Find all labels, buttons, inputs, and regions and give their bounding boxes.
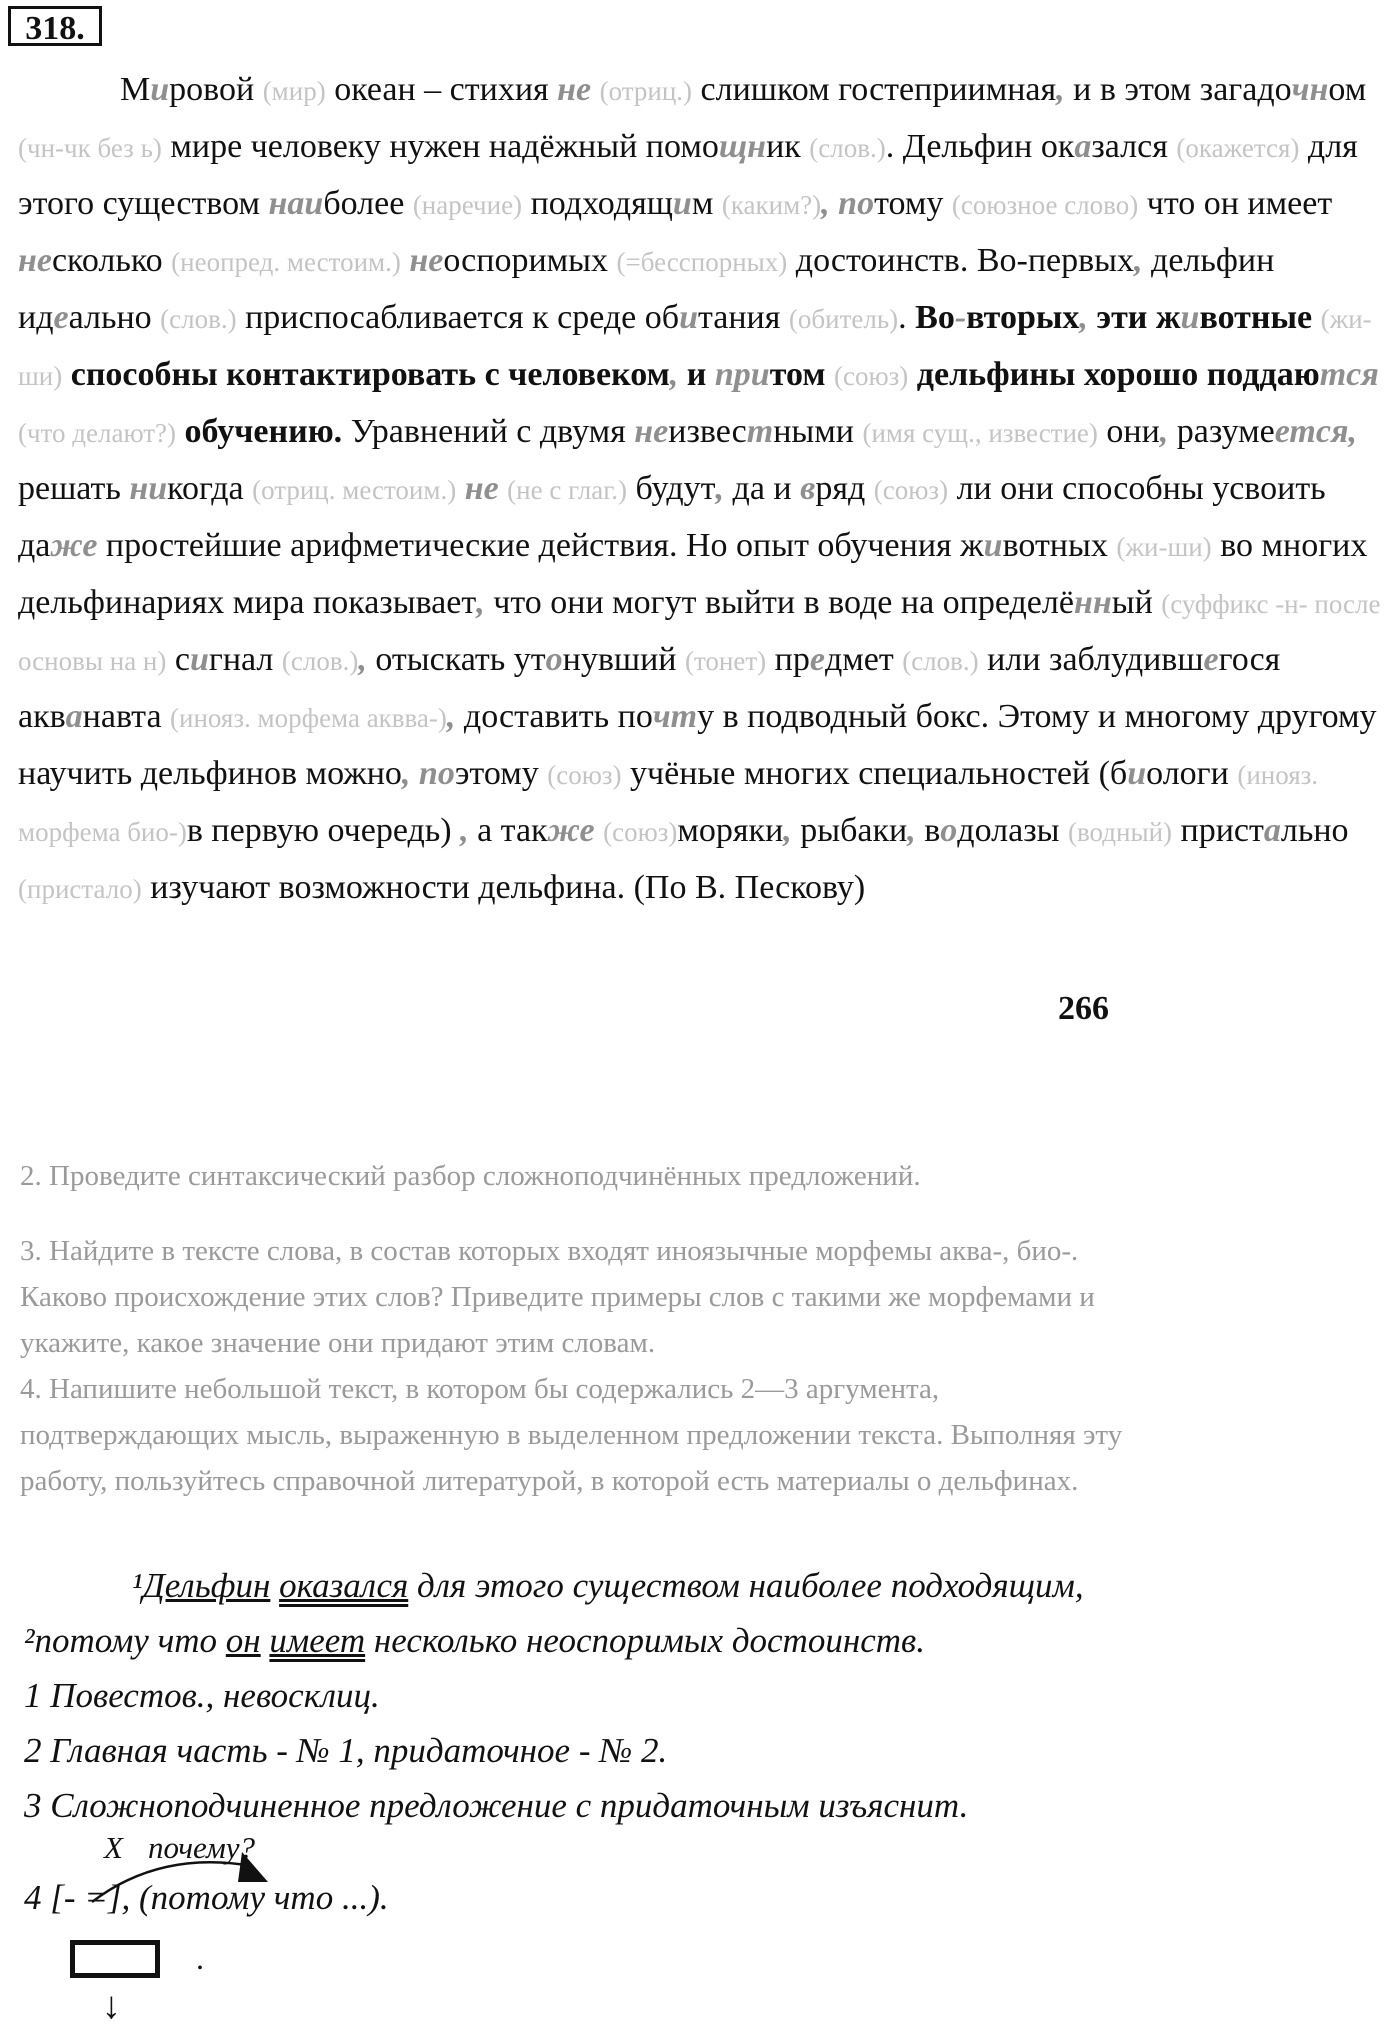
text-segment: да и — [724, 470, 801, 507]
spelling-annotation: (наречие) — [412, 190, 523, 220]
orthogram-highlight: нн — [1073, 584, 1112, 621]
task-4-line: 4. Напишите небольшой текст, в котором бы содержались 2—3 аргумента, — [20, 1373, 940, 1405]
sentence-2-start: потому что — [34, 1621, 226, 1660]
orthogram-highlight: , — [669, 356, 679, 393]
analysis-line-1: 1 Повестов., невосклиц. — [24, 1676, 380, 1715]
bold-text: дельфины хорошо поддаю — [908, 356, 1320, 393]
text-segment: они — [1097, 413, 1160, 450]
exercise-text — [18, 62, 1390, 917]
spelling-annotation: (слов.) — [902, 646, 979, 676]
spelling-annotation: (союз) — [547, 760, 622, 790]
orthogram-highlight: и — [679, 299, 698, 336]
bold-text: обучению. — [176, 413, 343, 450]
text-segment: оспоримых — [443, 242, 617, 279]
text-segment: ли они способны усвоить да — [18, 470, 1326, 564]
orthogram-highlight: , — [1056, 71, 1065, 108]
orthogram-highlight: ни — [129, 470, 168, 507]
text-segment: с — [166, 641, 190, 678]
task-2-text: 2. Проведите синтаксический разбор сложноподчинённых предложений. — [20, 1160, 921, 1192]
task-4-line: подтверждающих мысль, выраженную в выделенном предложении текста. Выполняя эту — [20, 1419, 1123, 1451]
text-segment: моряки — [677, 812, 784, 849]
spelling-annotation: (жи-ши) — [18, 304, 1372, 391]
text-segment: для этого существом — [18, 128, 1358, 222]
text-segment: ый — [1111, 584, 1162, 621]
task-4-line: работу, пользуйтесь справочной литературой, в которой есть материалы о дельфинах. — [20, 1465, 1079, 1497]
orthogram-highlight: не — [18, 242, 52, 279]
orthogram-highlight: чт — [652, 698, 698, 735]
sentence-1-rest: для этого существом наиболее подходящим, — [408, 1566, 1084, 1605]
orthogram-highlight: наи — [268, 185, 324, 222]
text-segment: или заблудивш — [978, 641, 1204, 678]
bold-text: вотные — [1199, 299, 1313, 336]
orthogram-highlight: при — [714, 356, 770, 393]
text-segment: гнал — [208, 641, 282, 678]
scheme-question: почему? — [148, 1830, 256, 1865]
spelling-annotation: (тонет) — [684, 646, 767, 676]
orthogram-highlight: щн — [718, 128, 767, 165]
orthogram-highlight: т — [746, 413, 774, 450]
task-2 — [20, 1153, 1390, 1199]
text-segment: ом — [1328, 71, 1367, 108]
orthogram-highlight: не — [409, 242, 444, 279]
subject-1: Дельфин — [142, 1566, 271, 1605]
text-segment: вотных — [1002, 527, 1117, 564]
task-3 — [20, 1228, 1390, 1504]
bold-text: эти ж — [1087, 299, 1181, 336]
text-segment: нувший — [562, 641, 685, 678]
text-segment: этому — [454, 755, 548, 792]
analysis-sentence-1 — [24, 1558, 1384, 1613]
orthogram-highlight: о — [940, 812, 958, 849]
syntax-analysis — [24, 1558, 1384, 1833]
spelling-annotation: (мир) — [262, 76, 326, 106]
text-segment: сколько — [51, 242, 172, 279]
text-segment: разуме — [1168, 413, 1275, 450]
text-segment: решать — [18, 470, 130, 507]
orthogram-highlight: а — [1263, 812, 1281, 849]
text-segment: ными — [773, 413, 863, 450]
analysis-sentence-2 — [24, 1613, 1384, 1668]
text-segment: и в этом загадо — [1064, 71, 1292, 108]
text-segment: подходящ — [522, 185, 673, 222]
scheme-dot: . — [196, 1940, 204, 1976]
task-3-line: Каково происхождение этих слов? Приведите примеры слов с такими же морфемами и — [20, 1281, 1095, 1313]
spelling-annotation: (слов.) — [809, 133, 886, 163]
text-segment: отыскать ут — [366, 641, 546, 678]
bold-text: и — [678, 356, 715, 393]
text-segment: М — [120, 71, 151, 108]
sentence-2-number: ² — [24, 1621, 35, 1660]
down-arrow-icon: ↓ — [102, 1985, 121, 2027]
text-segment — [456, 470, 465, 507]
text-segment: рыбаки — [791, 812, 908, 849]
orthogram-highlight: , — [358, 641, 367, 678]
analysis-line-3: 3 Сложноподчиненное предложение с придаточным изъяснит. — [24, 1786, 969, 1825]
orthogram-highlight: , — [446, 698, 456, 735]
task-3-line: 3. Найдите в тексте слова, в состав которых входят иноязычные морфемы аква-, био-. — [20, 1235, 1079, 1267]
sentence-scheme — [20, 1832, 520, 2032]
scheme-formula: 4 [- =], (потому что ...). — [24, 1878, 389, 1917]
text-segment: льно — [1280, 812, 1349, 849]
text-segment: пр — [766, 641, 810, 678]
text-segment: ик — [766, 128, 810, 165]
text-segment: м — [691, 185, 722, 222]
text-segment: а так — [468, 812, 548, 849]
text-segment: зался — [1091, 128, 1177, 165]
text-segment: приспосабливается к среде об — [236, 299, 680, 336]
text-segment: во многих дельфинариях мира показывает — [18, 527, 1368, 621]
text-segment: ровой — [169, 71, 263, 108]
text-segment: достоинств. Во-первых — [787, 242, 1135, 279]
text-segment: дельфин ид — [18, 242, 1275, 336]
spelling-annotation: (инояз. морфема аквва-) — [170, 703, 447, 733]
bold-text: том — [769, 356, 826, 393]
orthogram-highlight: е — [53, 299, 69, 336]
text-segment: простейшие арифметические действия. Но опыт обучения ж — [97, 527, 984, 564]
scheme-box — [70, 1940, 160, 1978]
spelling-annotation: (чн-чк без ь) — [18, 133, 162, 163]
exercise-number: 318. — [8, 6, 102, 46]
spelling-annotation: (каким?) — [721, 190, 822, 220]
orthogram-highlight: же — [547, 812, 595, 849]
orthogram-highlight: , — [401, 755, 411, 792]
orthogram-highlight: и — [1180, 299, 1200, 336]
text-segment — [410, 755, 419, 792]
spelling-annotation: (инояз. морфема био-) — [18, 760, 1319, 847]
text-segment: в — [915, 812, 941, 849]
orthogram-highlight: же — [50, 527, 98, 564]
spelling-annotation: (что делают?) — [18, 418, 177, 448]
orthogram-highlight: и — [672, 185, 692, 222]
orthogram-highlight: по — [838, 185, 875, 222]
text-segment — [595, 812, 604, 849]
text-segment — [591, 71, 600, 108]
spelling-annotation: (жи-ши) — [1116, 532, 1212, 562]
spelling-annotation: (союзное слово) — [951, 190, 1139, 220]
text-segment: гося акв — [18, 641, 1281, 735]
spelling-annotation: (отриц. местоим.) — [252, 475, 457, 505]
orthogram-highlight: по — [418, 755, 455, 792]
sentence-2-rest: несколько неоспоримых достоинств. — [365, 1621, 925, 1660]
task-3-line: укажите, какое значение они придают этим словам. — [20, 1327, 656, 1359]
text-segment: ряд — [815, 470, 874, 507]
text-segment: в первую очередь) — [186, 812, 461, 849]
orthogram-highlight: , — [907, 812, 916, 849]
text-segment: тания — [698, 299, 789, 336]
text-segment: тому — [874, 185, 952, 222]
text-segment: . Дельфин ок — [885, 128, 1075, 165]
predicate-1: оказался — [279, 1566, 409, 1605]
text-segment: дмет — [824, 641, 903, 678]
text-segment: ально — [68, 299, 161, 336]
orthogram-highlight: чн — [1291, 71, 1329, 108]
main-paragraph — [18, 62, 1390, 917]
spelling-annotation: (союз) — [873, 475, 949, 505]
orthogram-highlight: , — [821, 185, 839, 222]
orthogram-highlight: , — [460, 812, 469, 849]
page-number: 266 — [1058, 990, 1109, 1027]
spelling-annotation: (=бесспорных) — [616, 247, 788, 277]
orthogram-highlight: а — [1074, 128, 1092, 165]
text-segment: . — [898, 299, 916, 336]
spelling-annotation: (отриц.) — [599, 76, 693, 106]
orthogram-highlight: е — [809, 641, 825, 678]
orthogram-highlight: и — [150, 71, 170, 108]
spelling-annotation: (слов.) — [160, 304, 237, 334]
predicate-2: имеет — [269, 1621, 366, 1660]
text-segment: Уравнений с двумя — [342, 413, 635, 450]
text-segment: мире человеку нужен надёжный помо — [161, 128, 719, 165]
bold-text: вторых — [966, 299, 1080, 336]
orthogram-highlight: ется, — [1274, 413, 1357, 450]
orthogram-highlight: и — [189, 641, 209, 678]
orthogram-highlight: в — [800, 470, 816, 507]
text-segment: долазы — [957, 812, 1068, 849]
text-segment: извес — [668, 413, 747, 450]
spelling-annotation: (союз) — [833, 361, 909, 391]
text-segment: будут — [627, 470, 716, 507]
orthogram-highlight: , — [1159, 413, 1169, 450]
text-segment: когда — [167, 470, 253, 507]
subject-2: он — [225, 1621, 261, 1660]
text-segment — [1312, 299, 1321, 336]
orthogram-highlight: не — [634, 413, 669, 450]
scheme-x-label: X — [104, 1830, 123, 1865]
spelling-annotation: (суффикс -н- после основы на н) — [18, 589, 1381, 676]
orthogram-highlight: е — [1203, 641, 1219, 678]
orthogram-highlight: тся — [1319, 356, 1379, 393]
text-segment — [499, 470, 508, 507]
spelling-annotation: (имя сущ., известие) — [862, 418, 1098, 448]
spelling-annotation: (пристало) — [18, 874, 142, 904]
text-segment: доставить по — [455, 698, 653, 735]
bold-text: способны контактировать с человеком — [62, 356, 670, 393]
orthogram-highlight: не — [464, 470, 499, 507]
sentence-1-number: ¹ — [132, 1566, 143, 1605]
text-segment: слишком гостеприимная — [692, 71, 1057, 108]
spelling-annotation: (не с глаг.) — [507, 475, 628, 505]
text-segment: океан – стихия — [325, 71, 558, 108]
text-segment: учёные многих специальностей (б — [621, 755, 1128, 792]
text-segment: навта — [82, 698, 171, 735]
spelling-annotation: (водный) — [1067, 817, 1173, 847]
text-segment: у в подводный бокс. Этому и многому другому научить дельфинов можно — [18, 698, 1377, 792]
orthogram-highlight: , — [476, 584, 485, 621]
spelling-annotation: (союз) — [603, 817, 678, 847]
orthogram-highlight: не — [557, 71, 592, 108]
text-segment: что они могут выйти в воде на определё — [484, 584, 1074, 621]
spelling-annotation: (обитель) — [788, 304, 899, 334]
orthogram-highlight: о — [545, 641, 563, 678]
text-segment: изучают возможности дельфина. (По В. Пескову) — [141, 869, 866, 906]
spelling-annotation: (окажется) — [1176, 133, 1300, 163]
orthogram-highlight: и — [1127, 755, 1147, 792]
orthogram-highlight: , — [715, 470, 725, 507]
text-segment: ологи — [1146, 755, 1238, 792]
analysis-line-2: 2 Главная часть - № 1, придаточное - № 2. — [24, 1731, 668, 1770]
spelling-annotation: (слов.) — [281, 646, 359, 676]
bold-text: Во — [915, 299, 955, 336]
text-segment: что он имеет — [1138, 185, 1333, 222]
spelling-annotation: (неопред. местоим.) — [171, 247, 401, 277]
text-segment: прист — [1172, 812, 1264, 849]
orthogram-highlight: , — [783, 812, 792, 849]
orthogram-highlight: и — [983, 527, 1003, 564]
text-segment: более — [323, 185, 413, 222]
orthogram-highlight: - — [954, 299, 967, 336]
orthogram-highlight: а — [65, 698, 83, 735]
orthogram-highlight: , — [1079, 299, 1088, 336]
text-segment — [825, 356, 834, 393]
orthogram-highlight: , — [1134, 242, 1143, 279]
